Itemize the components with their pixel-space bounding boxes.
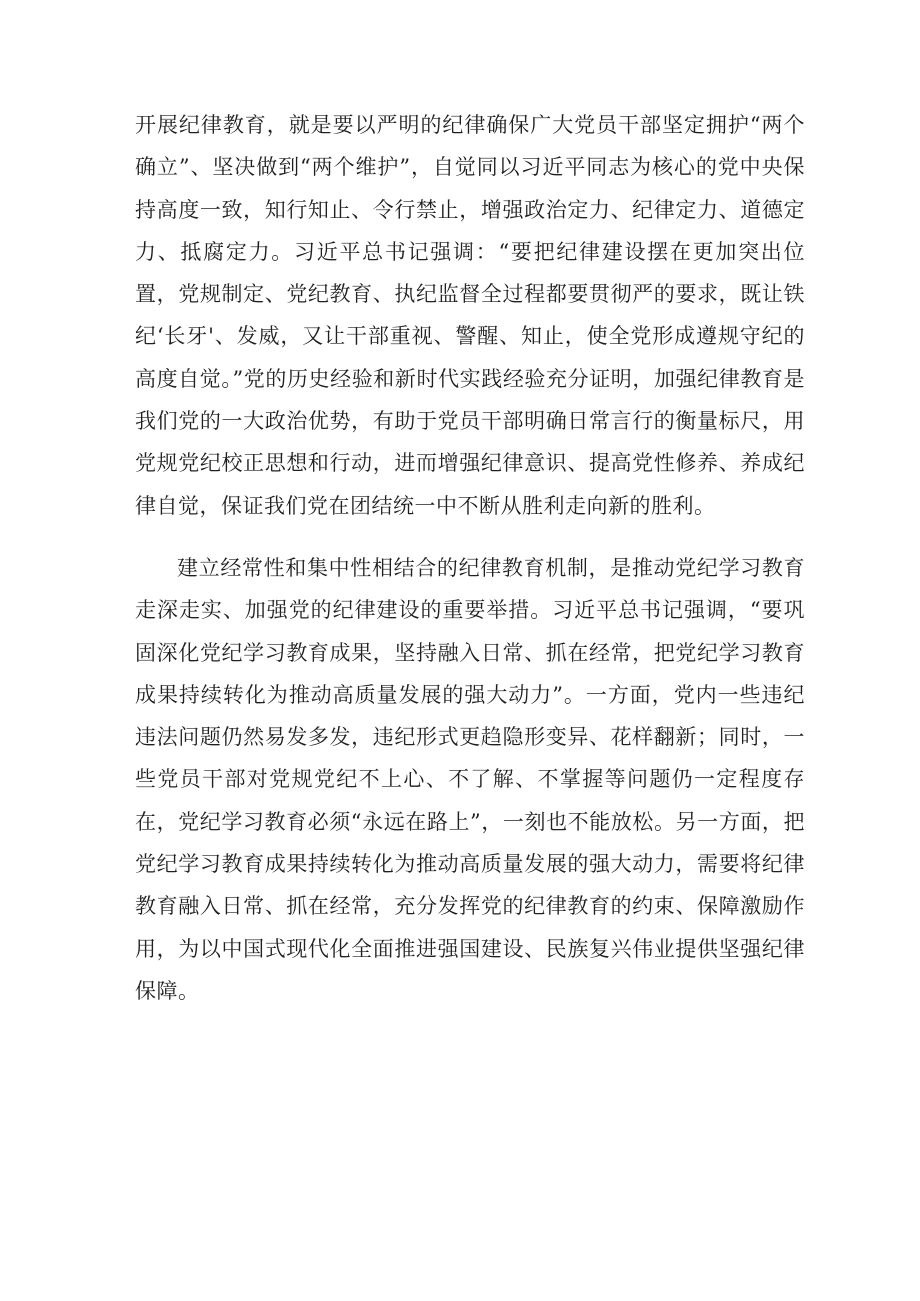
- paragraph-2: 建立经常性和集中性相结合的纪律教育机制，是推动党纪学习教育走深走实、加强党的纪律建设的重要举措。习近平总书记强调，“要巩固深化党纪学习教育成果，坚持融入日常、抓在经常，把党纪学习教育成果持续转化为推动高质量发展的强大动力”。一方面，党内一些违纪违法问题仍然易发多发，违纪形式更趋隐形变异、花样翻新；同时，一些党员干部对党规党纪不上心、不了解、不掌握等问题仍一定程度存在，党纪学习教育必须“永远在路上”，一刻也不能放松。另一方面，把党纪学习教育成果持续转化为推动高质量发展的强大动力，需要将纪律教育融入日常、抓在经常，充分发挥党的纪律教育的约束、保障激励作用，为以中国式现代化全面推进强国建设、民族复兴伟业提供坚强纪律保障。: [135, 555, 805, 1003]
- document-body: [135, 104, 805, 1012]
- paragraph-1: 开展纪律教育，就是要以严明的纪律确保广大党员干部坚定拥护“两个确立”、坚决做到“两个维护”，自觉同以习近平同志为核心的党中央保持高度一致，知行知止、令行禁止，增强政治定力、纪律定力、道德定力、抵腐定力。习近平总书记强调：“要把纪律建设摆在更加突出位置，党规制定、党纪教育、执纪监督全过程都要贯彻严的要求，既让铁纪‘长牙'、发威，又让干部重视、警醒、知止，使全党形成遵规守纪的高度自觉。”党的历史经验和新时代实践经验充分证明，加强纪律教育是我们党的一大政治优势，有助于党员干部明确日常言行的衡量标尺，用党规党纪校正思想和行动，进而增强纪律意识、提高党性修养、养成纪律自觉，保证我们党在团结统一中不断从胜利走向新的胜利。: [135, 113, 805, 518]
